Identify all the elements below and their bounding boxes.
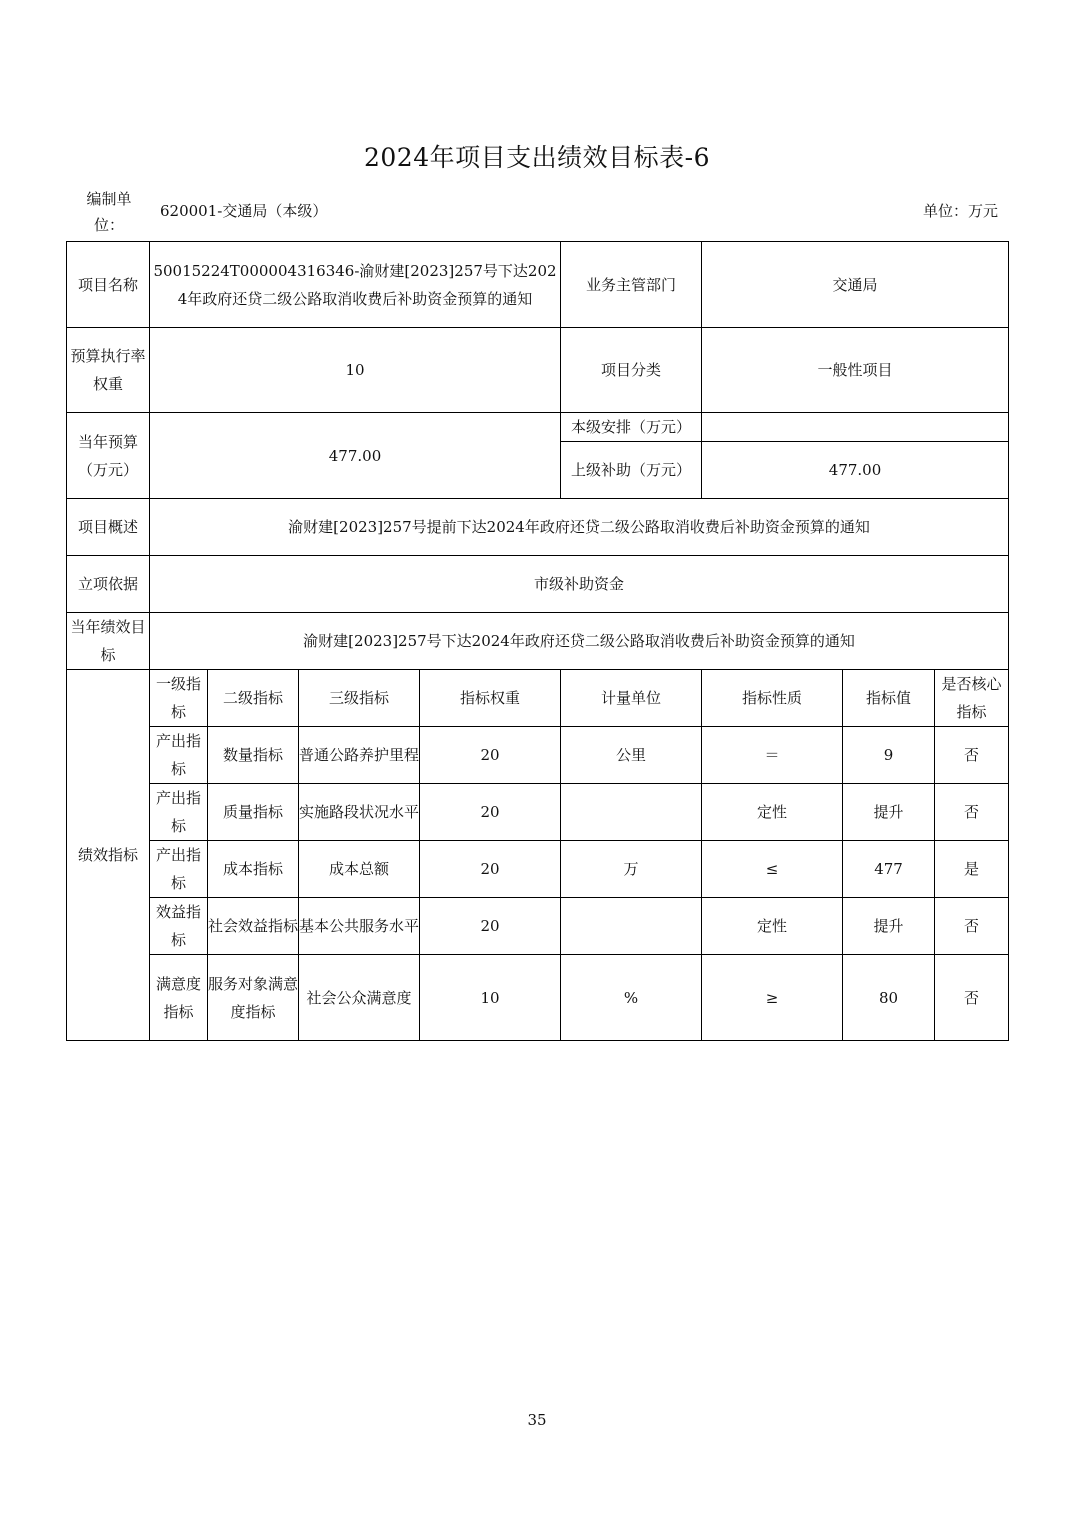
indicators-section-label: 绩效指标 [67, 670, 150, 1041]
department-label: 业务主管部门 [561, 242, 702, 328]
value-cell: 提升 [843, 898, 935, 955]
project-name-label: 项目名称 [67, 242, 150, 328]
superior-subsidy-value: 477.00 [702, 442, 1009, 499]
local-arrangement-label: 本级安排（万元） [561, 413, 702, 442]
level2-cell: 成本指标 [208, 841, 299, 898]
unit-cell: % [561, 955, 702, 1041]
level2-cell: 服务对象满意度指标 [208, 955, 299, 1041]
level3-cell: 基本公共服务水平 [299, 898, 420, 955]
weight-cell: 20 [420, 841, 561, 898]
nature-cell: ＝ [702, 727, 843, 784]
overview-label: 项目概述 [67, 499, 150, 556]
local-arrangement-value [702, 413, 1009, 442]
value-cell: 80 [843, 955, 935, 1041]
core-cell: 否 [935, 784, 1009, 841]
department-value: 交通局 [702, 242, 1009, 328]
indicator-header-row [67, 670, 1009, 727]
unit-cell [561, 784, 702, 841]
overview-value: 渝财建[2023]257号提前下达2024年政府还贷二级公路取消收费后补助资金预算的通知 [150, 499, 1009, 556]
unit-cell: 万 [561, 841, 702, 898]
core-cell: 否 [935, 955, 1009, 1041]
table-row [67, 898, 1009, 955]
nature-cell: ≤ [702, 841, 843, 898]
header-value: 指标值 [843, 670, 935, 727]
level1-cell: 产出指标 [150, 784, 208, 841]
core-cell: 否 [935, 898, 1009, 955]
table-row [67, 841, 1009, 898]
performance-target-table [66, 241, 1009, 1041]
level1-cell: 满意度指标 [150, 955, 208, 1041]
level3-cell: 社会公众满意度 [299, 955, 420, 1041]
core-cell: 是 [935, 841, 1009, 898]
level1-cell: 产出指标 [150, 841, 208, 898]
execution-rate-label: 预算执行率权重 [67, 328, 150, 413]
level3-cell: 普通公路养护里程 [299, 727, 420, 784]
basis-value: 市级补助资金 [150, 556, 1009, 613]
level2-cell: 质量指标 [208, 784, 299, 841]
level1-cell: 产出指标 [150, 727, 208, 784]
annual-goal-value: 渝财建[2023]257号下达2024年政府还贷二级公路取消收费后补助资金预算的通知 [150, 613, 1009, 670]
nature-cell: ≥ [702, 955, 843, 1041]
nature-cell: 定性 [702, 784, 843, 841]
weight-cell: 20 [420, 727, 561, 784]
table-row [67, 727, 1009, 784]
header-unit: 计量单位 [561, 670, 702, 727]
page-title: 2024年项目支出绩效目标表-6 [364, 143, 710, 172]
unit-label: 编制单位： [86, 190, 132, 234]
header-weight: 指标权重 [420, 670, 561, 727]
header-level3: 三级指标 [299, 670, 420, 727]
annual-budget-value: 477.00 [150, 413, 561, 499]
project-name-value: 50015224T000004316346-渝财建[2023]257号下达2024年政府还贷二级公路取消收费后补助资金预算的通知 [150, 242, 561, 328]
category-value: 一般性项目 [702, 328, 1009, 413]
weight-cell: 10 [420, 955, 561, 1041]
header-nature: 指标性质 [702, 670, 843, 727]
unit-value: 620001-交通局（本级） [160, 202, 328, 220]
execution-rate-value: 10 [150, 328, 561, 413]
unit-cell: 公里 [561, 727, 702, 784]
annual-goal-label: 当年绩效目标 [67, 613, 150, 670]
level2-cell: 社会效益指标 [208, 898, 299, 955]
unit-cell [561, 898, 702, 955]
level2-cell: 数量指标 [208, 727, 299, 784]
page-number: 35 [527, 1411, 547, 1429]
level3-cell: 实施路段状况水平 [299, 784, 420, 841]
core-cell: 否 [935, 727, 1009, 784]
value-cell: 9 [843, 727, 935, 784]
basis-label: 立项依据 [67, 556, 150, 613]
value-cell: 477 [843, 841, 935, 898]
value-cell: 提升 [843, 784, 935, 841]
level1-cell: 效益指标 [150, 898, 208, 955]
table-row [67, 955, 1009, 1041]
weight-cell: 20 [420, 784, 561, 841]
level3-cell: 成本总额 [299, 841, 420, 898]
currency-unit: 单位：万元 [922, 202, 998, 220]
category-label: 项目分类 [561, 328, 702, 413]
annual-budget-label: 当年预算（万元） [67, 413, 150, 499]
nature-cell: 定性 [702, 898, 843, 955]
weight-cell: 20 [420, 898, 561, 955]
superior-subsidy-label: 上级补助（万元） [561, 442, 702, 499]
header-level2: 二级指标 [208, 670, 299, 727]
table-row [67, 784, 1009, 841]
header-level1: 一级指标 [150, 670, 208, 727]
header-core: 是否核心指标 [935, 670, 1009, 727]
